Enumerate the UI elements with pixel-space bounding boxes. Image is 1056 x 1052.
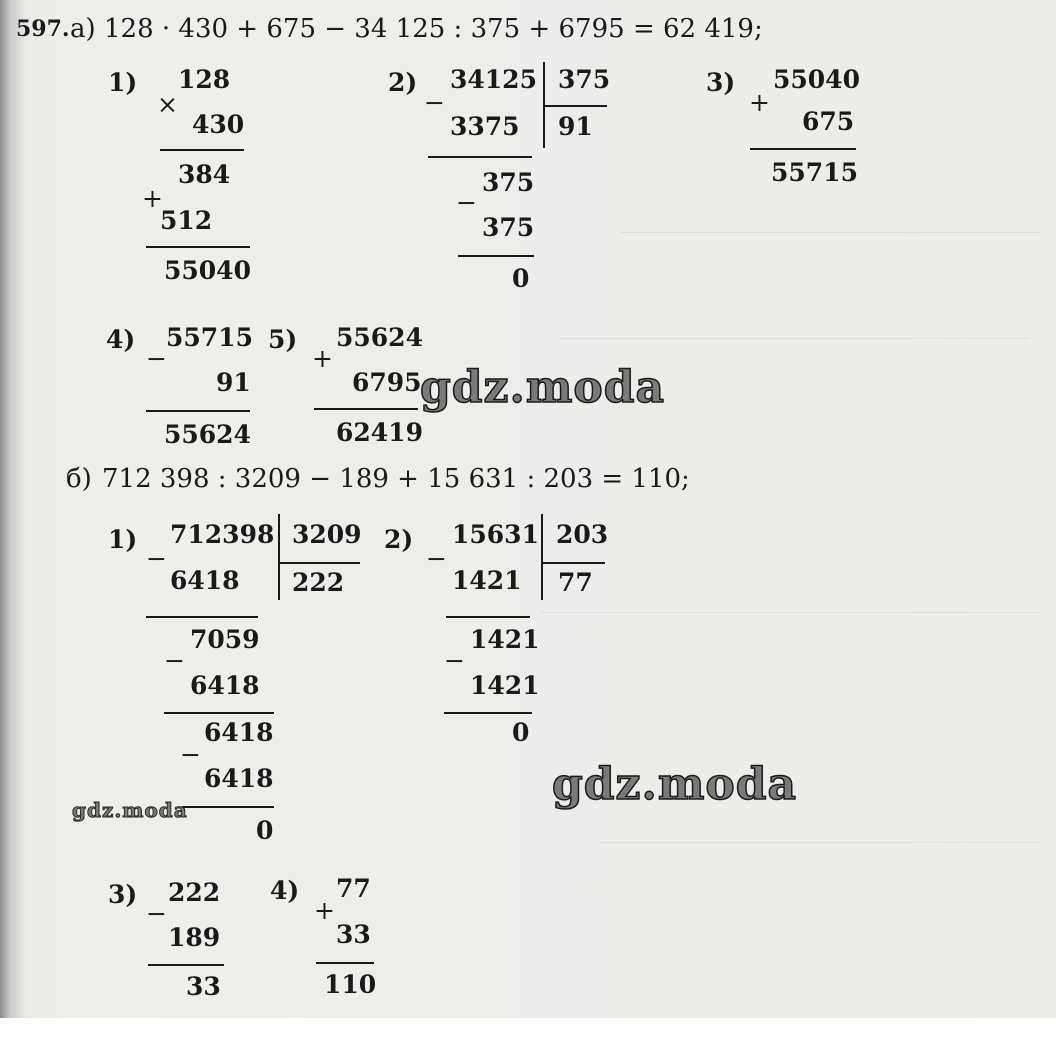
remainder: 375	[482, 168, 535, 197]
operator-plus: +	[749, 88, 770, 117]
operator-minus: −	[146, 344, 167, 373]
partial-product: 512	[160, 206, 213, 235]
operand: 55624	[336, 323, 423, 352]
page-texture-line	[620, 232, 1040, 233]
final-remainder: 0	[256, 816, 274, 845]
operator-minus: −	[426, 544, 447, 573]
remainder: 6418	[204, 718, 274, 747]
subtrahend: 6418	[204, 764, 274, 793]
quotient: 77	[558, 568, 593, 597]
operator-plus: +	[314, 896, 335, 925]
quotient: 222	[292, 568, 345, 597]
operand: 33	[336, 920, 371, 949]
rule	[164, 712, 274, 714]
operator-minus: −	[444, 646, 465, 675]
rule	[750, 148, 856, 150]
rule	[146, 410, 250, 412]
dividend: 34125	[450, 65, 537, 94]
operator-times: ×	[157, 90, 178, 119]
part-b-label: б)	[66, 464, 92, 494]
result: 55715	[771, 158, 858, 187]
subtrahend: 6418	[190, 671, 260, 700]
operand: 189	[168, 923, 221, 952]
operand: 77	[336, 874, 371, 903]
step-label: 5)	[268, 325, 298, 354]
rule	[458, 255, 534, 257]
rule	[444, 712, 532, 714]
operand: 430	[192, 110, 245, 139]
partial-product: 384	[178, 160, 231, 189]
result: 55040	[164, 256, 251, 285]
division-bar	[541, 514, 543, 600]
subtrahend: 1421	[470, 671, 540, 700]
divisor: 203	[556, 520, 609, 549]
operator-minus: −	[456, 188, 477, 217]
operator-minus: −	[146, 899, 167, 928]
result: 62419	[336, 418, 423, 447]
final-remainder: 0	[512, 718, 530, 747]
dividend: 15631	[452, 520, 539, 549]
page-texture-line	[540, 612, 1040, 613]
part-a-expression: 128 · 430 + 675 − 34 125 : 375 + 6795 = 62 419;	[104, 14, 763, 44]
page-texture-line	[560, 338, 1030, 339]
remainder: 7059	[190, 625, 260, 654]
result: 33	[186, 972, 221, 1001]
quotient: 91	[558, 112, 593, 141]
watermark-logo: gdz.moda	[420, 362, 666, 413]
step-label: 2)	[388, 68, 418, 97]
subtrahend: 3375	[450, 112, 520, 141]
watermark-logo-small: gdz.moda	[72, 798, 188, 822]
quotient-rule	[280, 562, 360, 564]
rule	[428, 156, 532, 158]
operator-plus: +	[312, 344, 333, 373]
division-bar	[278, 514, 280, 600]
rule	[146, 246, 250, 248]
step-label: 3)	[706, 68, 736, 97]
part-b-expression: 712 398 : 3209 − 189 + 15 631 : 203 = 110;	[102, 464, 690, 494]
quotient-rule	[543, 562, 605, 564]
operator-minus: −	[424, 88, 445, 117]
step-label: 3)	[108, 880, 138, 909]
dividend: 712398	[170, 520, 275, 549]
rule	[316, 962, 374, 964]
operator-minus: −	[164, 646, 185, 675]
bottom-margin	[0, 1018, 1056, 1052]
remainder: 1421	[470, 625, 540, 654]
operand: 128	[178, 65, 231, 94]
subtrahend: 375	[482, 213, 535, 242]
result: 110	[324, 970, 377, 999]
subtrahend: 6418	[170, 566, 240, 595]
operand: 222	[168, 878, 221, 907]
step-label: 4)	[270, 876, 300, 905]
operator-plus: +	[142, 184, 163, 213]
operator-minus: −	[146, 544, 167, 573]
operand: 675	[802, 107, 855, 136]
operator-minus: −	[180, 740, 201, 769]
step-label: 4)	[106, 325, 136, 354]
operand: 91	[216, 368, 251, 397]
step-label: 1)	[108, 525, 138, 554]
divisor: 3209	[292, 520, 362, 549]
step-label: 2)	[384, 525, 414, 554]
operand: 6795	[352, 368, 422, 397]
watermark-logo: gdz.moda	[552, 759, 798, 810]
final-remainder: 0	[512, 264, 530, 293]
rule	[160, 149, 244, 151]
result: 55624	[164, 420, 251, 449]
operand: 55040	[773, 65, 860, 94]
problem-number: 597.	[16, 16, 70, 42]
divisor: 375	[558, 65, 611, 94]
rule	[182, 806, 274, 808]
step-label: 1)	[108, 68, 138, 97]
rule	[446, 616, 530, 618]
rule	[314, 408, 418, 410]
quotient-rule	[545, 105, 607, 107]
rule	[146, 616, 258, 618]
operand: 55715	[166, 323, 253, 352]
subtrahend: 1421	[452, 566, 522, 595]
rule	[148, 964, 224, 966]
part-a-label: а)	[70, 14, 96, 44]
page-texture-line	[600, 842, 1040, 843]
